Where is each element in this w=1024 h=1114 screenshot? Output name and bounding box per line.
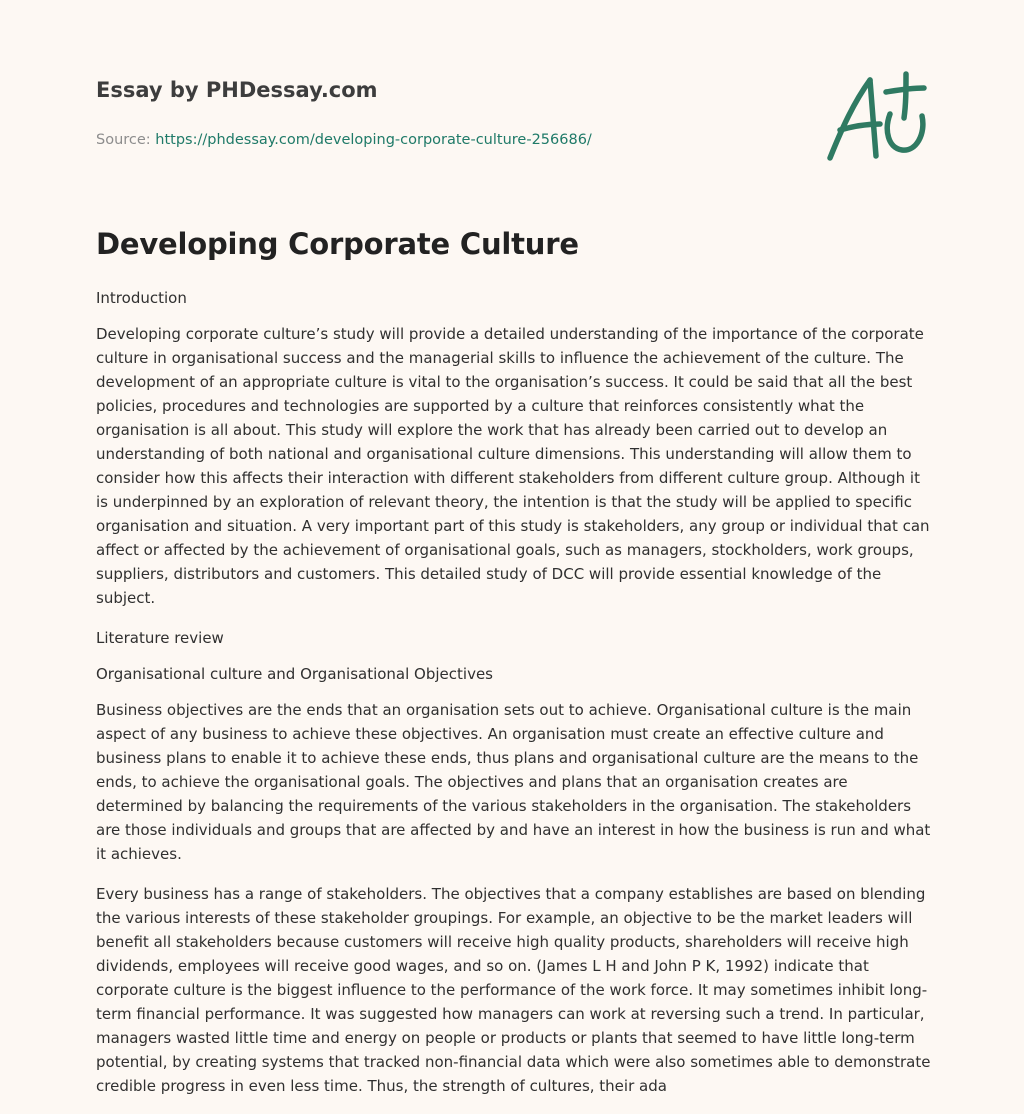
essay-title: Developing Corporate Culture: [96, 227, 579, 261]
subheading-culture-objectives: Organisational culture and Organisational Objectives: [96, 665, 494, 683]
a-plus-logo-icon: [818, 64, 930, 168]
essay-body: [96, 222, 936, 1114]
paragraph-introduction: Developing corporate culture’s study will provide a detailed understanding of the importance of the corporate culture in organisational success and the managerial skills to influence the achievement of the culture. The development of an appropriate culture is vital to the organisation’s success. It could be said that all the best policies, procedures and technologies are supported by a culture that reinforces consistently what the organisation is all about. This study will explore the work that has already been carried out to develop an understanding of both national and organisational culture dimensions. This understanding will allow them to consider how this affects their interaction with different stakeholders from different culture group. Although it is underpinned by an exploration of relevant theory, the intention is that the study will be applied to specific organisation and situation. A very important part of this study is stakeholders, any group or individual that can affect or affected by the achievement of organisational goals, such as managers, stockholders, work groups, suppliers, distributors and customers. This detailed study of DCC will provide essential knowledge of the subject.: [96, 325, 930, 607]
section-heading-literature-review: Literature review: [96, 629, 224, 647]
site-brand: Essay by PHDessay.com: [96, 78, 378, 102]
source-link[interactable]: https://phdessay.com/developing-corporate-culture-256686/: [155, 132, 592, 148]
source-line: [96, 130, 796, 150]
paragraph-business-objectives: Business objectives are the ends that an organisation sets out to achieve. Organisational culture is the main aspect of any business to achieve these objectives. An organisation must create an effective culture and business plans to enable it to achieve these ends, thus plans and organisational culture are the means to the ends, to achieve the organisational goals. The objectives and plans that an organisation creates are determined by balancing the requirements of the various stakeholders in the organisation. The stakeholders are those individuals and groups that are affected by and have an interest in how the business is run and what it achieves.: [96, 701, 931, 863]
essay-header: [96, 76, 796, 150]
source-label: Source:: [96, 132, 151, 148]
paragraph-stakeholders: Every business has a range of stakeholders. The objectives that a company establishes are based on blending the various interests of these stakeholder groupings. For example, an objective to be the market leaders will benefit all stakeholders because customers will receive high quality products, shareholders will receive high dividends, employees will receive good wages, and so on. (James L H and John P K, 1992) indicate that corporate culture is the biggest influence to the performance of the work force. It may sometimes inhibit long-term financial performance. It was suggested how managers can work at reversing such a trend. In particular, managers wasted little time and energy on people or products or plants that seemed to have little long-term potential, by creating systems that tracked non-financial data which were also sometimes able to demonstrate credible progress in even less time. Thus, the strength of cultures, their ada: [96, 885, 931, 1095]
section-heading-introduction: Introduction: [96, 289, 187, 307]
